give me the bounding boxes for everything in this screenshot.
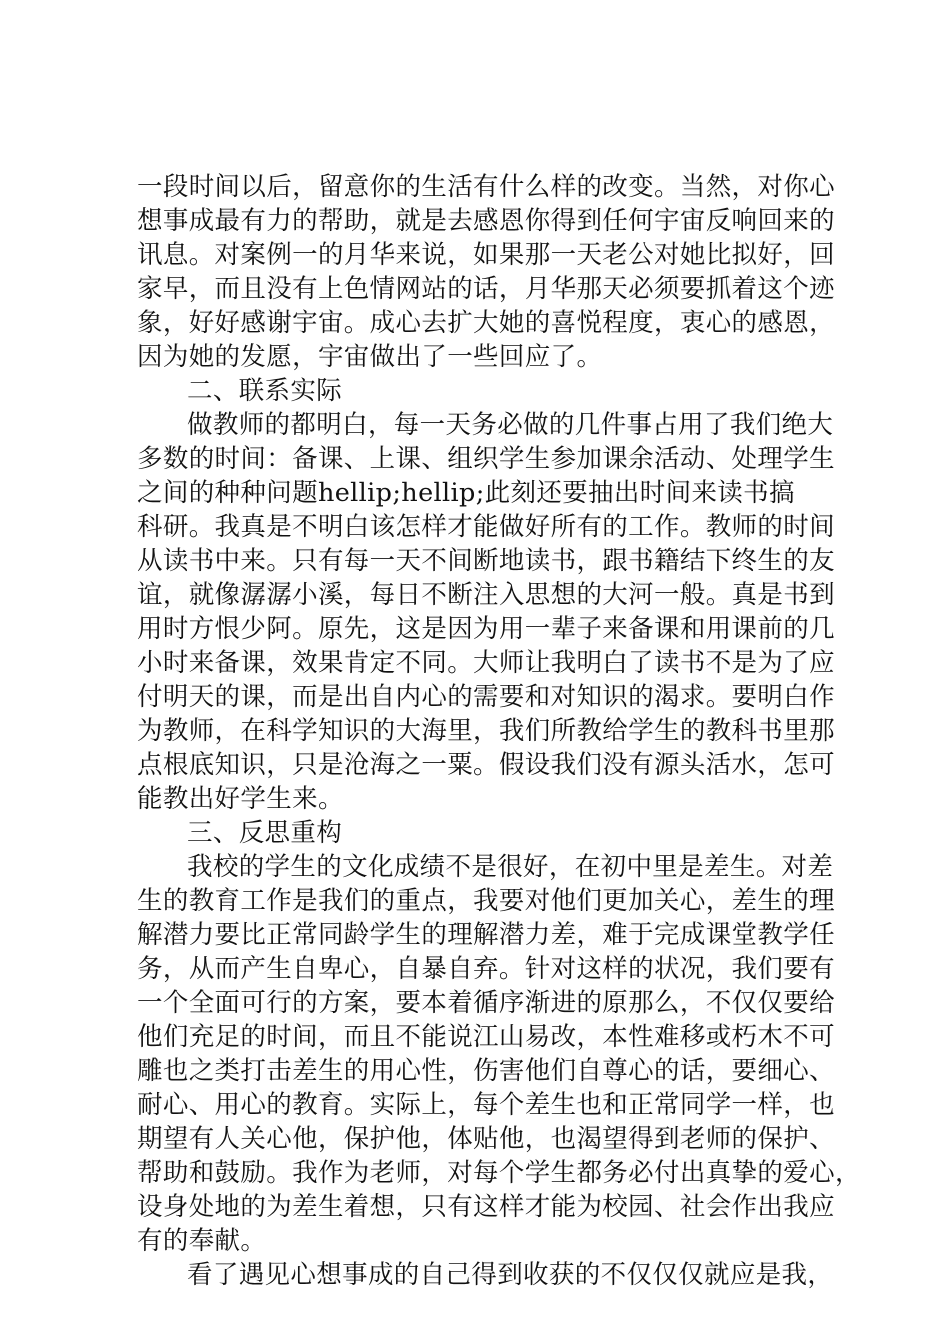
text-line: 看了遇见心想事成的自己得到收获的不仅仅仅就应是我， — [187, 1260, 834, 1290]
text-line: 做教师的都明白，每一天务必做的几件事占用了我们绝大 — [187, 410, 834, 440]
text-line: 耐心、用心的教育。实际上，每个差生也和正常同学一样，也 — [137, 1090, 835, 1120]
text-line: 用时方恨少阿。原先，这是因为用一辈子来备课和用课前的几 — [137, 614, 835, 644]
text-line: 之间的种种问题hellip;hellip;此刻还要抽出时间来读书搞 — [137, 478, 795, 508]
text-line: 一个全面可行的方案，要本着循序渐进的原那么，不仅仅要给 — [137, 988, 835, 1018]
text-line: 多数的时间：备课、上课、组织学生参加课余活动、处理学生 — [137, 444, 835, 474]
text-line: 想事成最有力的帮助，就是去感恩你得到任何宇宙反响回来的 — [137, 206, 835, 236]
text-line: 能教出好学生来。 — [137, 784, 344, 814]
text-line: 帮助和鼓励。我作为老师，对每个学生都务必付出真挚的爱心， — [137, 1158, 861, 1188]
text-line: 谊，就像潺潺小溪，每日不断注入思想的大河一般。真是书到 — [137, 580, 835, 610]
text-line: 科研。我真是不明白该怎样才能做好所有的工作。教师的时间 — [137, 512, 835, 542]
text-line: 务，从而产生自卑心，自暴自弃。针对这样的状况，我们要有 — [137, 954, 835, 984]
text-line: 点根底知识，只是沧海之一粟。假设我们没有源头活水，怎可 — [137, 750, 835, 780]
text-line: 家早，而且没有上色情网站的话，月华那天必须要抓着这个迹 — [137, 274, 835, 304]
text-line: 雕也之类打击差生的用心性，伤害他们自尊心的话，要细心、 — [137, 1056, 835, 1086]
text-line: 付明天的课，而是出自内心的需要和对知识的渴求。要明白作 — [137, 682, 835, 712]
section-heading: 三、反思重构 — [187, 818, 343, 848]
text-line: 为教师，在科学知识的大海里，我们所教给学生的教科书里那 — [137, 716, 835, 746]
text-line: 小时来备课，效果肯定不同。大师让我明白了读书不是为了应 — [137, 648, 835, 678]
text-line: 一段时间以后，留意你的生活有什么样的改变。当然，对你心 — [137, 172, 835, 202]
text-line: 因为她的发愿，宇宙做出了一些回应了。 — [137, 342, 603, 372]
text-line: 象，好好感谢宇宙。成心去扩大她的喜悦程度，衷心的感恩， — [137, 308, 835, 338]
text-line: 期望有人关心他，保护他，体贴他，也渴望得到老师的保护、 — [137, 1124, 835, 1154]
text-line: 设身处地的为差生着想，只有这样才能为校园、社会作出我应 — [137, 1192, 835, 1222]
text-line: 他们充足的时间，而且不能说江山易改，本性难移或朽木不可 — [137, 1022, 835, 1052]
text-line: 生的教育工作是我们的重点，我要对他们更加关心，差生的理 — [137, 886, 835, 916]
text-line: 解潜力要比正常同龄学生的理解潜力差，难于完成课堂教学任 — [137, 920, 835, 950]
text-line: 有的奉献。 — [137, 1226, 267, 1256]
text-line: 讯息。对案例一的月华来说，如果那一天老公对她比拟好，回 — [137, 240, 835, 270]
text-line: 我校的学生的文化成绩不是很好，在初中里是差生。对差 — [187, 852, 834, 882]
text-line: 从读书中来。只有每一天不间断地读书，跟书籍结下终生的友 — [137, 546, 835, 576]
section-heading: 二、联系实际 — [187, 376, 343, 406]
